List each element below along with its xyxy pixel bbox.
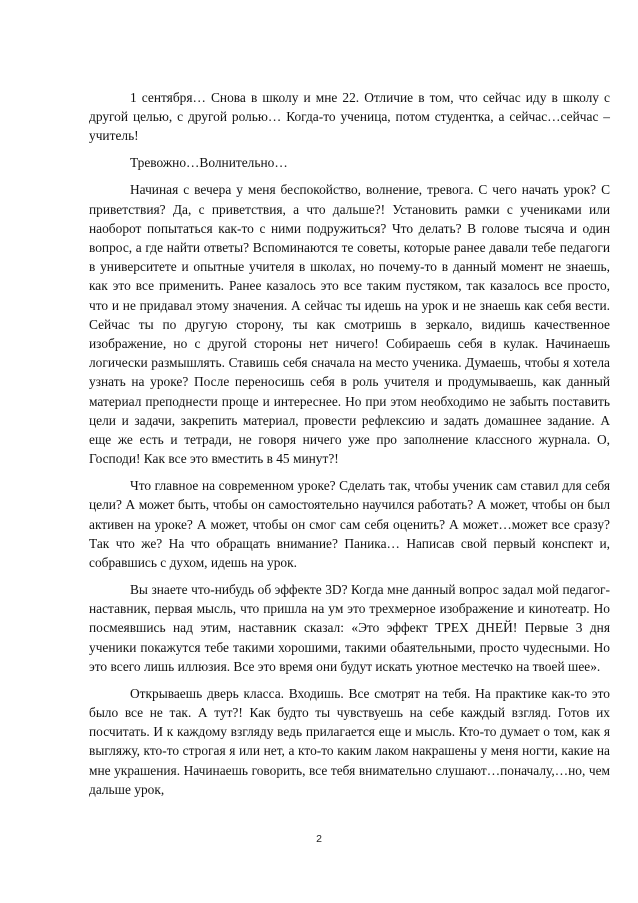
body-text	[89, 88, 610, 807]
paragraph-1: 1 сентября… Снова в школу и мне 22. Отличие в том, что сейчас иду в школу с другой целью, с другой ролью… Когда-то ученица, потом студентка, а сейчас…сейчас – учитель!	[89, 90, 610, 144]
page-number: 2	[316, 833, 322, 845]
paragraph-2: Тревожно…Волнительно…	[130, 155, 288, 171]
paragraph-3: Начиная с вечера у меня беспокойство, волнение, тревога. С чего начать урок? С приветствия? Да, с приветствия, а что дальше?! Установить рамки с учениками или наоборот попытаться как-то с ними подружиться? Что делать? В голове тысяча и один вопрос, а где найти ответы? Вспоминаются те советы, которые ранее давали тебе педагоги в университете и опытные учителя в школах, но почему-то в данный момент не знаешь, как это все применить. Ранее казалось это все таким пустяком, так казалось все просто, что и не придавал этому значения. А сейчас ты идешь на урок и не знаешь как себя вести. Сейчас ты по другую сторону, ты как смотришь в зеркало, видишь качественное изображение, но с другой стороны нет ничего! Собираешь себя в кулак. Начинаешь логически размышлять. Ставишь себя сначала на место ученика. Думаешь, чтобы я хотела узнать на уроке? После переносишь себя в роль учителя и продумываешь, как данный материал преподнести проще и интереснее. Но при этом необходимо не забыть поставить цели и задачи, закрепить материал, провести рефлексию и задать домашнее задание. А еще же есть и тетради, не говоря ничего уже про заполнение классного журнала. О, Господи! Как все это вместить в 45 минут?!	[89, 182, 610, 467]
paragraph-5: Вы знаете что-нибудь об эффекте 3D? Когда мне данный вопрос задал мой педагог- наставник, первая мысль, что пришла на ум это трехмерное изображение и кинотеатр. Но посмеявшись над этим, наставник сказал: «Это эффект ТРЕХ ДНЕЙ! Первые 3 дня ученики покажутся тебе такими хорошими, такими обаятельными, просто чудесными. Но это всего лишь иллюзия. Все это время они будут искать уютное местечко на твоей шее».	[89, 582, 610, 674]
paragraph-6: Открываешь дверь класса. Входишь. Все смотрят на тебя. На практике как-то это было все не так. А тут?! Как будто ты чувствуешь на себе каждый взгляд. Готов их посчитать. И к каждому взгляду ведь прилагается еще и мысль. Кто-то думает о том, как я выгляжу, кто-то строгая я или нет, а кто-то каким лаком накрашены у меня ногти, какие на мне украшения. Начинаешь говорить, все тебя внимательно слушают…поначалу,…но, чем дальше урок,	[89, 685, 610, 797]
paragraph-4: Что главное на современном уроке? Сделать так, чтобы ученик сам ставил для себя цели? А может быть, чтобы он самостоятельно научился работать? А может, чтобы он был активен на уроке? А может, чтобы он смог сам себя оценить? А может…может все сразу? Так что же? На что обращать внимание? Паника… Написав свой первый конспект и, собравшись с духом, идешь на урок.	[89, 478, 610, 571]
